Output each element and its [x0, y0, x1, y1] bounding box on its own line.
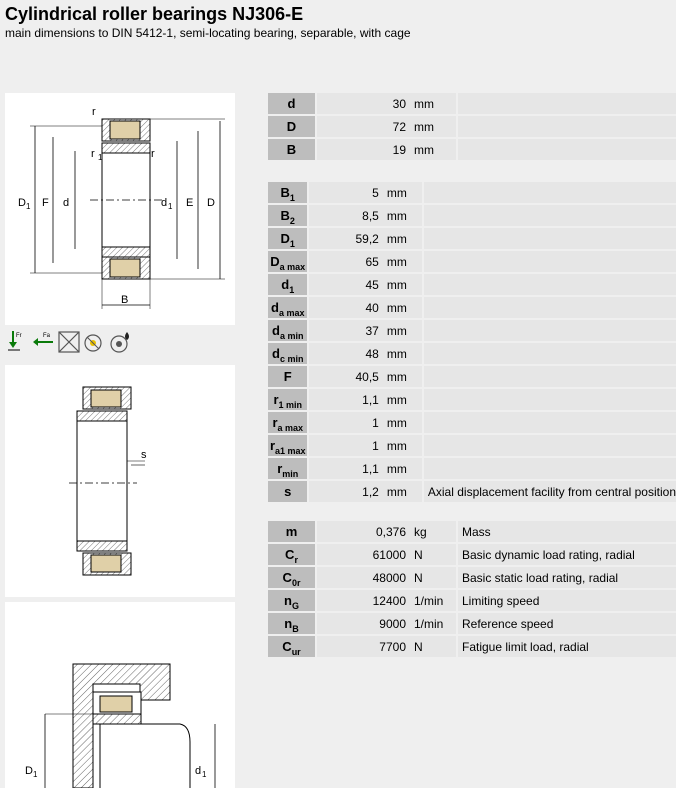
page-subtitle: main dimensions to DIN 5412-1, semi-locating bearing, separable, with cage [5, 26, 411, 40]
description-cell: Mass [458, 521, 676, 542]
unit-cell: N [410, 544, 456, 565]
description-cell: Reference speed [458, 613, 676, 634]
value-cell: 9000 [317, 613, 410, 634]
table-row [268, 116, 676, 137]
lubrication-icon [111, 332, 129, 352]
label-B: B [121, 294, 129, 306]
symbol-subscript: 1 min [278, 400, 303, 410]
unit-cell: mm [383, 458, 423, 479]
label-D1: D [18, 197, 26, 209]
value-cell: 37 [309, 320, 383, 341]
symbol-subscript: a1 max [275, 446, 306, 456]
speed-suitability-icon [85, 335, 101, 351]
page-title: Cylindrical roller bearings NJ306-E [5, 4, 304, 24]
table-row [268, 343, 676, 364]
symbol-text: r [273, 392, 279, 407]
unit-cell: N [410, 567, 456, 588]
table-row [268, 366, 676, 387]
label-F: F [42, 197, 49, 209]
symbol-subscript: 2 [289, 216, 295, 226]
table-row [268, 481, 676, 502]
bearing-section-drawing [5, 93, 235, 325]
description-cell [458, 93, 676, 114]
description-cell [458, 116, 676, 137]
symbol-text: d [281, 277, 290, 292]
label-D1-mount-sub: 1 [33, 770, 38, 779]
symbol-text: s [284, 484, 292, 499]
symbol-text: F [283, 369, 292, 384]
symbol-cell [268, 297, 307, 318]
symbol-text: n [284, 593, 292, 608]
table-row [268, 412, 676, 433]
symbol-subscript: 0r [291, 578, 301, 588]
description-cell: Axial displacement facility from central position [424, 481, 676, 502]
unit-cell: mm [410, 116, 456, 137]
symbol-cell [268, 320, 307, 341]
description-cell [458, 139, 676, 160]
description-cell [424, 182, 676, 203]
symbol-subscript: a max [278, 308, 305, 318]
unit-cell: mm [383, 205, 423, 226]
description-cell [424, 435, 676, 456]
table-row [268, 182, 676, 203]
label-d1-mount-sub: 1 [202, 770, 207, 779]
unit-cell: mm [410, 139, 456, 160]
symbol-cell [268, 521, 315, 542]
table-row [268, 139, 676, 160]
value-cell: 30 [317, 93, 410, 114]
table-row [268, 590, 676, 611]
table-row [268, 320, 676, 341]
symbol-subscript: G [291, 601, 299, 611]
symbol-subscript: r [294, 555, 298, 565]
axial-load-icon [33, 333, 53, 346]
symbol-subscript: 1 [289, 193, 295, 203]
symbol-cell [268, 228, 307, 249]
symbol-cell [268, 567, 315, 588]
unit-cell: mm [383, 343, 423, 364]
svg-text:Fr: Fr [16, 333, 22, 339]
value-cell: 7700 [317, 636, 410, 657]
table-row [268, 251, 676, 272]
description-cell [424, 458, 676, 479]
svg-text:Fa: Fa [43, 333, 51, 339]
symbol-subscript: 1 [289, 285, 295, 295]
value-cell: 65 [309, 251, 383, 272]
ratings-table [268, 519, 676, 659]
unit-cell: mm [383, 297, 423, 318]
symbol-subscript: 1 [289, 239, 295, 249]
value-cell: 1 [309, 435, 383, 456]
value-cell: 1,2 [309, 481, 383, 502]
description-cell [424, 412, 676, 433]
value-cell: 40 [309, 297, 383, 318]
dimensions-table [268, 180, 676, 504]
unit-cell: N [410, 636, 456, 657]
description-cell [424, 251, 676, 272]
symbol-cell [268, 182, 307, 203]
symbol-cell [268, 366, 307, 387]
description-cell: Limiting speed [458, 590, 676, 611]
value-cell: 12400 [317, 590, 410, 611]
symbol-text: d [287, 96, 296, 111]
table-row [268, 636, 676, 657]
description-cell: Fatigue limit load, radial [458, 636, 676, 657]
value-cell: 48 [309, 343, 383, 364]
symbol-subscript: min [282, 469, 299, 479]
table-row [268, 205, 676, 226]
unit-cell: mm [383, 320, 423, 341]
value-cell: 45 [309, 274, 383, 295]
unit-cell: mm [383, 481, 423, 502]
main-dimensions-table [268, 91, 676, 162]
description-cell: Basic static load rating, radial [458, 567, 676, 588]
value-cell: 1 [309, 412, 383, 433]
symbol-cell [268, 139, 315, 160]
unit-cell: 1/min [410, 613, 456, 634]
label-d1-mount: d [195, 765, 202, 777]
symbol-cell [268, 389, 307, 410]
symbol-cell [268, 544, 315, 565]
symbol-text: n [284, 616, 293, 631]
table-row [268, 458, 676, 479]
label-r1-sub: 1 [98, 153, 103, 162]
value-cell: 19 [317, 139, 410, 160]
value-cell: 1,1 [309, 458, 383, 479]
symbol-cell [268, 636, 315, 657]
label-r1: r [91, 148, 95, 160]
symbol-cell [268, 93, 315, 114]
value-cell: 0,376 [317, 521, 410, 542]
description-cell [424, 389, 676, 410]
value-cell: 61000 [317, 544, 410, 565]
symbol-text: B [280, 185, 290, 200]
symbol-cell [268, 274, 307, 295]
symbol-text: D [270, 254, 280, 269]
symbol-text: B [280, 208, 290, 223]
symbol-text: m [285, 524, 298, 539]
value-cell: 5 [309, 182, 383, 203]
table-row [268, 93, 676, 114]
unit-cell: mm [383, 228, 423, 249]
symbol-text: r [272, 415, 278, 430]
table-row [268, 613, 676, 634]
symbol-cell [268, 343, 307, 364]
table-row [268, 297, 676, 318]
value-cell: 1,1 [309, 389, 383, 410]
symbol-cell [268, 116, 315, 137]
label-d: d [63, 197, 70, 209]
symbol-subscript: ur [291, 647, 301, 657]
description-cell [424, 366, 676, 387]
unit-cell: mm [383, 182, 423, 203]
table-row [268, 389, 676, 410]
symbol-text: r [277, 461, 283, 476]
unit-cell: 1/min [410, 590, 456, 611]
symbol-cell [268, 458, 307, 479]
label-s: s [141, 449, 147, 461]
table-row [268, 228, 676, 249]
symbol-text: D [286, 119, 297, 134]
unit-cell: mm [410, 93, 456, 114]
unit-cell: mm [383, 389, 423, 410]
symbol-cell [268, 251, 307, 272]
value-cell: 59,2 [309, 228, 383, 249]
symbol-text: d [270, 300, 279, 315]
symbol-subscript: a min [279, 331, 304, 341]
not-self-retaining-icon [59, 332, 79, 352]
label-r-top: r [92, 106, 96, 118]
symbol-text: D [280, 231, 290, 246]
description-cell [424, 274, 676, 295]
symbol-subscript: a max [277, 423, 304, 433]
bearing-property-icons [7, 329, 137, 355]
description-cell [424, 320, 676, 341]
description-cell [424, 228, 676, 249]
label-d1: d [161, 197, 168, 209]
label-d1-sub: 1 [168, 202, 173, 211]
radial-load-icon [8, 331, 22, 350]
table-row [268, 274, 676, 295]
symbol-cell [268, 435, 307, 456]
label-E: E [186, 197, 194, 209]
unit-cell: mm [383, 435, 423, 456]
unit-cell: kg [410, 521, 456, 542]
mounting-dimensions-drawing [5, 602, 235, 788]
label-r-side: r [151, 148, 155, 160]
label-D: D [207, 197, 215, 209]
symbol-cell [268, 590, 315, 611]
symbol-subscript: a max [279, 262, 306, 272]
value-cell: 72 [317, 116, 410, 137]
label-D1-mount: D [25, 765, 33, 777]
symbol-cell [268, 205, 307, 226]
symbol-text: C [282, 639, 292, 654]
table-row [268, 435, 676, 456]
value-cell: 48000 [317, 567, 410, 588]
unit-cell: mm [383, 251, 423, 272]
symbol-text: r [269, 438, 275, 453]
value-cell: 40,5 [309, 366, 383, 387]
symbol-subscript: c min [279, 354, 304, 364]
symbol-text: C [282, 570, 292, 585]
symbol-text: B [286, 142, 297, 157]
description-cell [424, 205, 676, 226]
unit-cell: mm [383, 412, 423, 433]
label-D1-sub: 1 [26, 202, 31, 211]
symbol-cell [268, 613, 315, 634]
symbol-cell [268, 481, 307, 502]
description-cell [424, 297, 676, 318]
symbol-text: C [285, 547, 295, 562]
axial-displacement-drawing [5, 365, 235, 597]
description-cell [424, 343, 676, 364]
value-cell: 8,5 [309, 205, 383, 226]
symbol-subscript: B [292, 624, 299, 634]
table-row [268, 521, 676, 542]
unit-cell: mm [383, 366, 423, 387]
description-cell: Basic dynamic load rating, radial [458, 544, 676, 565]
unit-cell: mm [383, 274, 423, 295]
table-row [268, 544, 676, 565]
table-row [268, 567, 676, 588]
symbol-text: d [272, 346, 280, 361]
symbol-text: d [272, 323, 280, 338]
symbol-cell [268, 412, 307, 433]
